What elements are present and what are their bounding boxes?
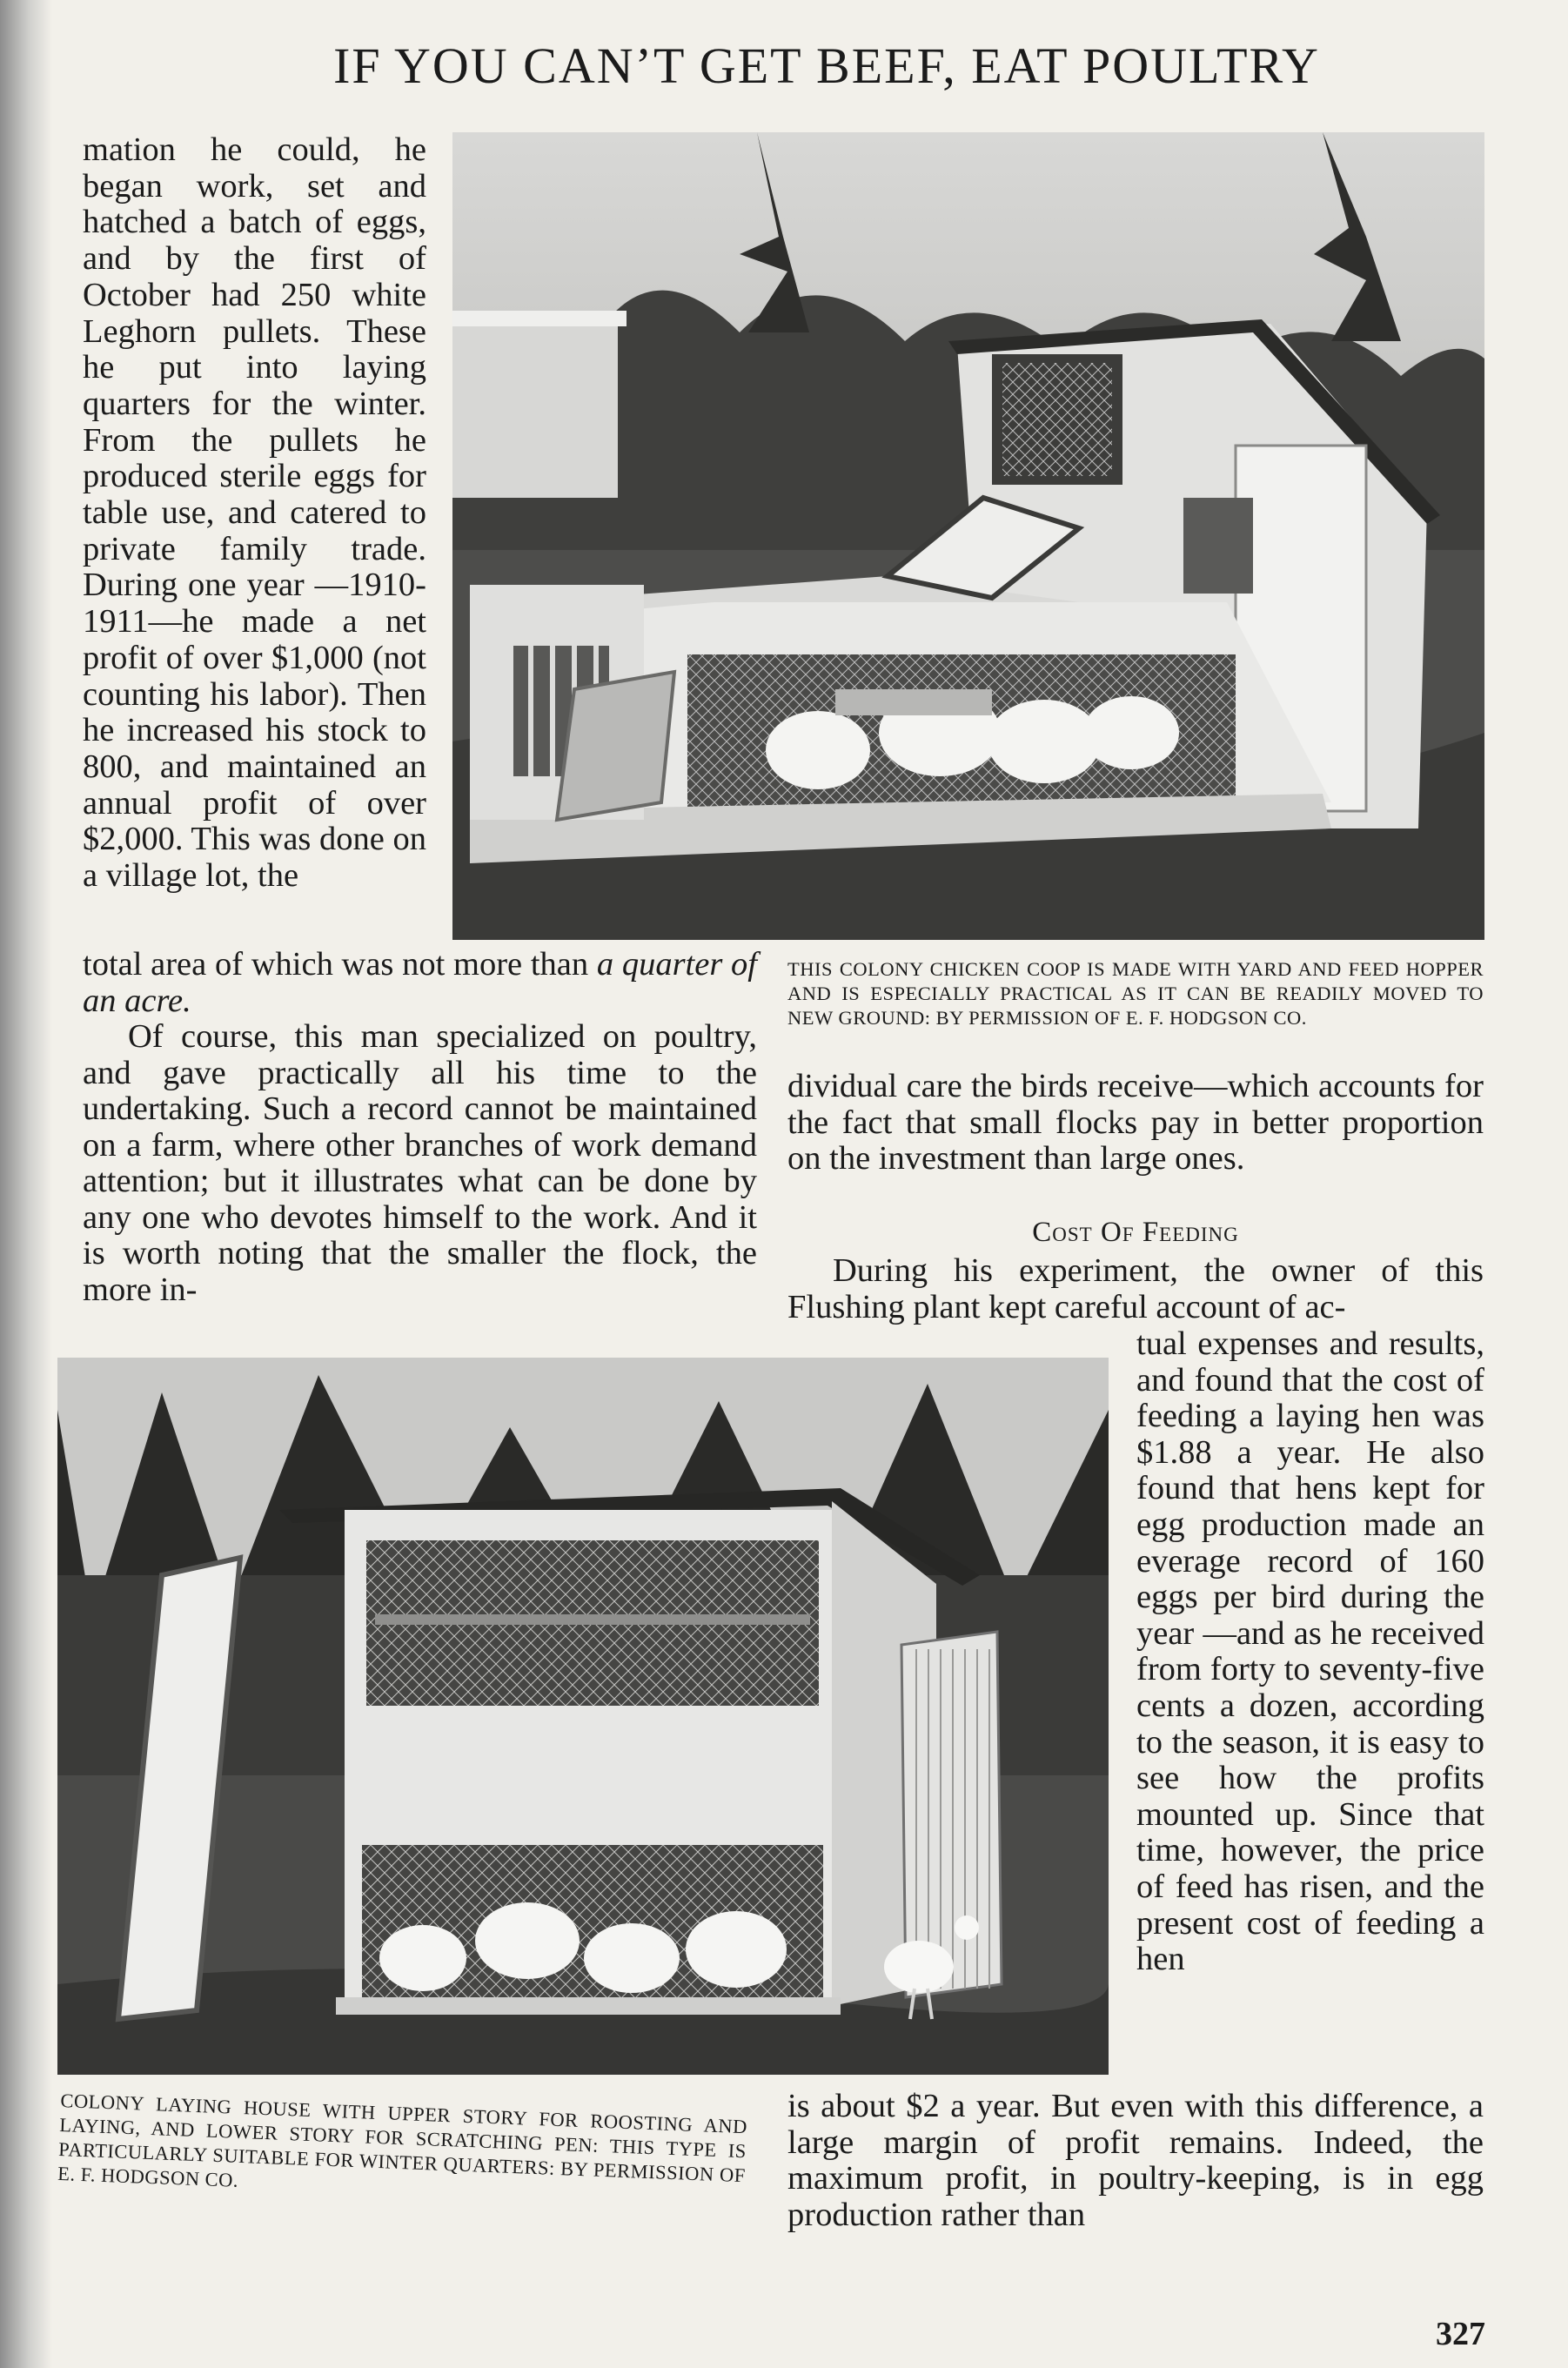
column1-paragraph1-narrow: mation he could, he began work, set and hatched a batch of eggs, and by the first of October had 250 white Leghorn pullets. These he put into laying quarters for the winter. From the pullets he produced sterile eggs for table use, and catered to private family trade. During one year —1910-1911—he made a net profit of over $1,000 (not counting his labor). Then he increased his stock to 800, and maintained an annual profit of over $2,000. This was done on a village lot, the <box>83 131 426 895</box>
page-number: 327 <box>1436 2316 1485 2352</box>
top-photo-caption: THIS COLONY CHICKEN COOP IS MADE WITH YARD AND FEED HOPPER AND IS ESPECIALLY PRACTICAL AS IT CAN BE READILY MOVED TO NEW GROUND: BY PERMISSION OF E. F. HODGSON CO. <box>787 958 1484 1029</box>
coop-illustration-top <box>452 132 1484 940</box>
bottom-photo-caption: COLONY LAYING HOUSE WITH UPPER STORY FOR ROOSTING AND LAYING, AND LOWER STORY FOR SCRATCHING PEN: THIS TYPE IS PARTICULARLY SUITABLE FOR WINTER QUARTERS: BY PERMISSION OF E. F. HODGSON CO. <box>57 2089 748 2191</box>
column1-paragraph1-wide <box>83 947 757 1308</box>
page-binding-shadow <box>0 0 52 2368</box>
page-title: IF YOU CAN’T GET BEEF, EAT POULTRY <box>333 37 1320 94</box>
section-heading-cost-of-feeding: Cost Of Feeding <box>1032 1217 1239 1248</box>
column2-paragraph2-full: During his experiment, the owner of this Flushing plant kept careful account of ac- <box>787 1252 1484 1325</box>
column2-paragraph1: dividual care the birds receive—which accounts for the fact that small flocks pay in better proportion on the investment than large ones. <box>787 1068 1484 1177</box>
column2-paragraph2-narrow: tual expenses and results, and found that the cost of feeding a laying hen was $1.88 a year. He also found that hens kept for egg production made an everage record of 160 eggs per bird during the year —and as he received from forty to seventy-five cents a dozen, according to the season, it is easy to see how the profits mounted up. Since that time, however, the price of feed has risen, and the present cost of feeding a hen <box>1136 1325 1484 1978</box>
column1-paragraph2: Of course, this man specialized on poultry, and gave practically all his time to the undertaking. Such a record cannot be maintained on a farm, where other branches of work demand attention; but it illustrates what can be done by any one who devotes himself to the work. And it is worth noting that the smaller the flock, the more in- <box>83 1018 757 1308</box>
column2-paragraph2-end: is about $2 a year. But even with this difference, a large margin of profit remains. Indeed, the maximum profit, in poultry-keeping, is in egg production rather than <box>787 2088 1484 2233</box>
laying-house-photo-bottom <box>57 1358 1109 2075</box>
laying-house-illustration <box>57 1358 1109 2075</box>
coop-photo-top <box>452 132 1484 940</box>
column1-wide-text: total area of which was not more than <box>83 946 597 983</box>
column1-emphasis: a quarter of an acre. <box>83 946 757 1019</box>
